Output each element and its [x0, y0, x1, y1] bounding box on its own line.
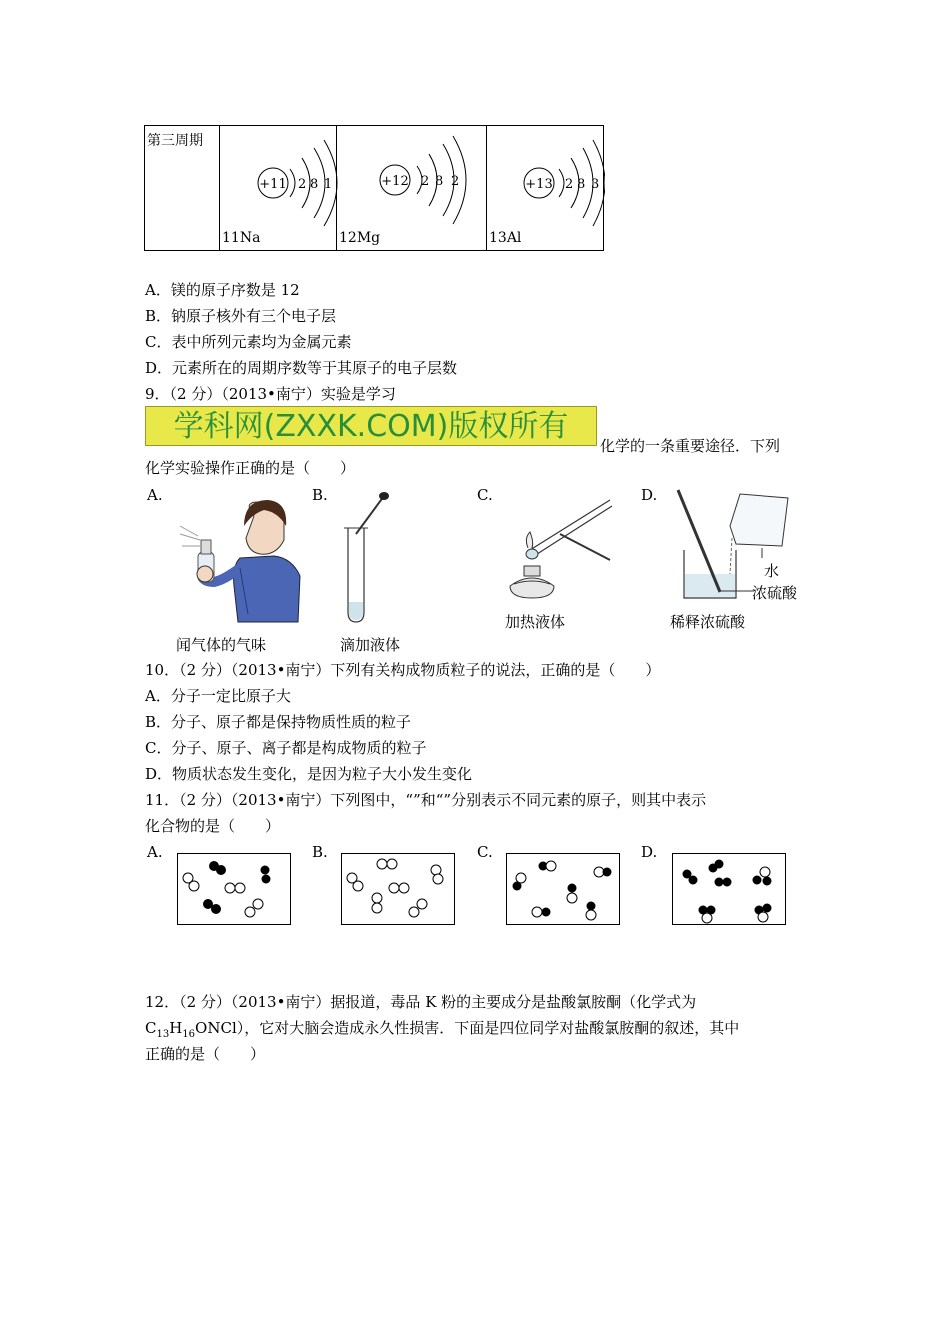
q10-option-c: C．分子、原子、离子都是构成物质的粒子: [145, 739, 427, 757]
element-cell-mg: [337, 126, 487, 251]
mg-shell-2: 8: [435, 174, 444, 189]
al-shell-3: 3: [591, 177, 600, 192]
q9-caption-d: 稀释浓硫酸: [670, 613, 746, 631]
q12-line2: [145, 1018, 739, 1045]
q11-option-d-letter: D.: [641, 843, 658, 861]
element-label-na: 11Na: [222, 230, 261, 246]
q11-stem-line2: 化合物的是（ ）: [145, 817, 281, 835]
periodic-table: [144, 125, 604, 251]
watermark-banner: 学科网(ZXXK.COM)版权所有: [145, 406, 597, 446]
particle-diagram-b: [342, 854, 454, 924]
acid-pointer-line: [720, 588, 754, 598]
q9-caption-b: 滴加液体: [340, 636, 401, 654]
q10-option-a: A．分子一定比原子大: [145, 687, 291, 705]
label-concentrated-acid: 浓硫酸: [752, 584, 798, 602]
smell-gas-illustration: [172, 496, 302, 626]
q11-option-a-letter: A.: [147, 843, 163, 861]
q11-stem-line1: 11．（2 分）（2013•南宁）下列图中，“”和“”分别表示不同元素的原子，则其中表示: [145, 791, 707, 809]
label-water: 水: [764, 562, 780, 580]
na-shell-3: 1: [324, 177, 333, 192]
al-shell-1: 2: [565, 177, 574, 192]
particle-diagram-a: [178, 854, 290, 924]
formula-h: H: [169, 1019, 183, 1037]
element-label-al: 13Al: [489, 230, 522, 246]
q10-option-d: D．物质状态发生变化，是因为粒子大小发生变化: [145, 765, 473, 783]
q9-option-b-letter: B.: [312, 486, 328, 504]
mg-atom-structure-diagram: [377, 134, 477, 226]
q9-stem-line2: 化学实验操作正确的是（ ）: [145, 459, 356, 477]
period-label: 第三周期: [147, 133, 203, 149]
q9-caption-c: 加热液体: [505, 613, 566, 631]
q11-option-c-letter: C.: [477, 843, 493, 861]
q8-option-c: C．表中所列元素均为金属元素: [145, 333, 352, 351]
dropper-test-tube-illustration: [336, 490, 396, 625]
q9-caption-a: 闻气体的气味: [176, 636, 267, 654]
mg-shell-3: 2: [451, 174, 460, 189]
particle-diagram-d: [673, 854, 785, 924]
q8-option-b: B．钠原子核外有三个电子层: [145, 307, 337, 325]
particle-diagram-c: [507, 854, 619, 924]
particle-box-a: [177, 853, 291, 925]
particle-box-d: [672, 853, 786, 925]
na-shell-1: 2: [298, 177, 307, 192]
q9-option-a-letter: A.: [147, 486, 163, 504]
element-label-mg: 12Mg: [339, 230, 381, 246]
q8-option-a: A．镁的原子序数是 12: [145, 281, 300, 299]
q12-line1: 12．（2 分）（2013•南宁）据报道，毒品 K 粉的主要成分是盐酸氯胺酮（化学式为: [145, 993, 697, 1011]
q11-option-b-letter: B.: [312, 843, 328, 861]
al-atom-structure-diagram: [521, 136, 605, 228]
heating-liquid-illustration: [500, 490, 620, 605]
q9-option-d-letter: D.: [641, 486, 658, 504]
period-cell: [145, 126, 220, 251]
element-cell-na: [220, 126, 337, 251]
na-nucleus: +11: [259, 177, 287, 192]
q12-line2-text: ），它对大脑会造成永久性损害．下面是四位同学对盐酸氯胺酮的叙述，其中: [236, 1019, 740, 1037]
q9-option-c-letter: C.: [477, 486, 493, 504]
particle-box-b: [341, 853, 455, 925]
q10-stem: 10．（2 分）（2013•南宁）下列有关构成物质粒子的说法，正确的是（ ）: [145, 661, 661, 679]
q9-stem-start: 9．（2 分）（2013•南宁）实验是学习: [145, 385, 396, 403]
formula-rest: ONCl: [195, 1019, 237, 1037]
al-shell-2: 8: [577, 177, 586, 192]
formula-h-subscript: 16: [182, 1029, 196, 1040]
particle-box-c: [506, 853, 620, 925]
q10-option-b: B．分子、原子都是保持物质性质的粒子: [145, 713, 412, 731]
al-nucleus: +13: [525, 177, 553, 192]
element-cell-al: [487, 126, 604, 251]
q8-option-d: D．元素所在的周期序数等于其原子的电子层数: [145, 359, 458, 377]
q9-stem-continued: 化学的一条重要途径．下列: [600, 437, 781, 455]
na-shell-2: 8: [310, 177, 319, 192]
q12-line3: 正确的是（ ）: [145, 1045, 266, 1063]
na-atom-structure-diagram: [256, 136, 338, 228]
formula-c-subscript: 13: [156, 1029, 170, 1040]
mg-shell-1: 2: [421, 174, 430, 189]
mg-nucleus: +12: [381, 174, 409, 189]
formula-c: C: [145, 1019, 157, 1037]
